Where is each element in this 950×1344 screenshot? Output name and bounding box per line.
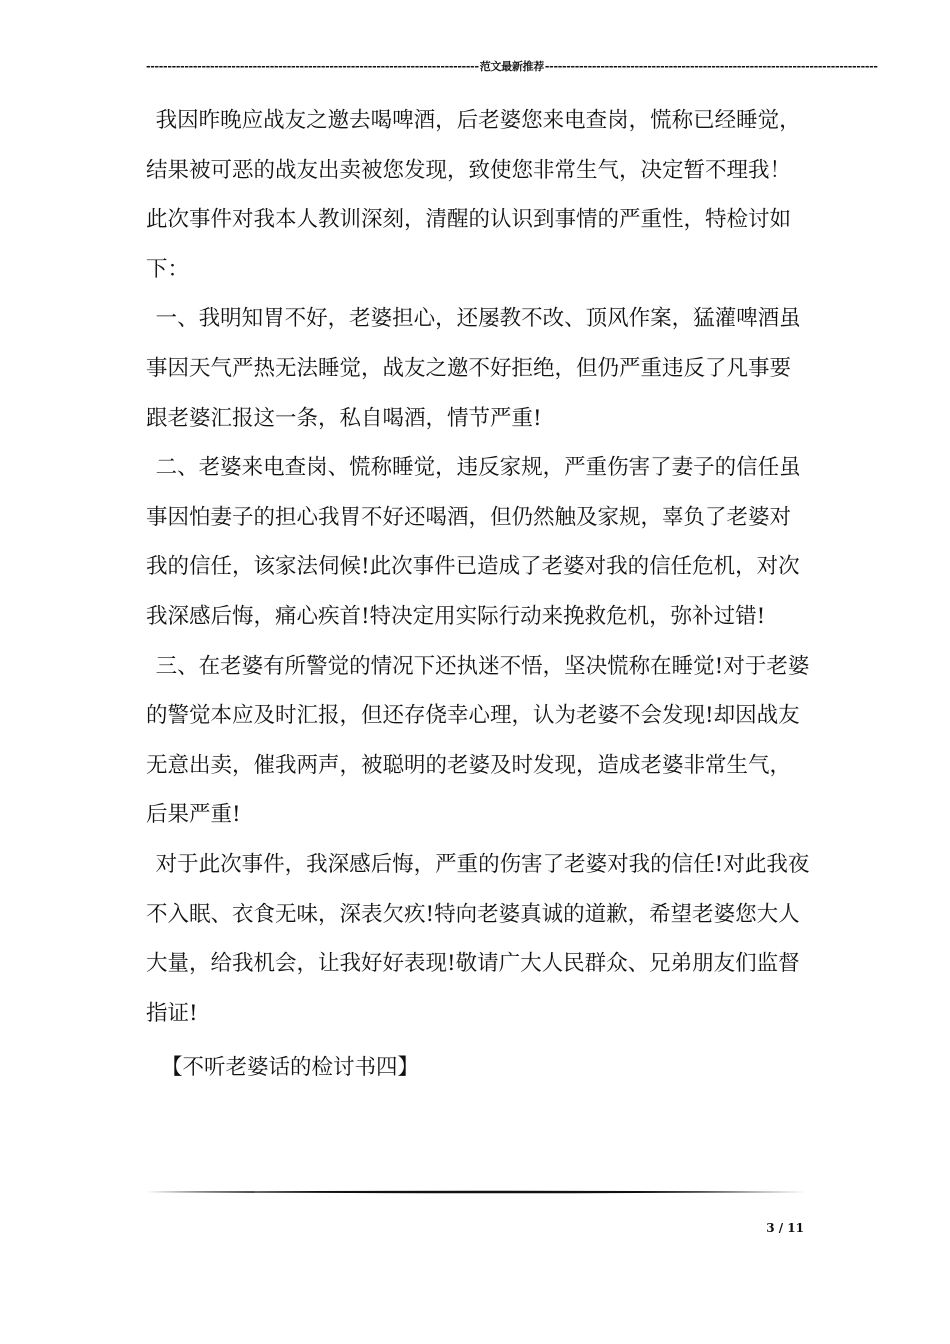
- header-title: 范文最新推荐: [479, 60, 544, 73]
- paragraph-point-two: 二、老婆来电查岗、慌称睡觉，违反家规，严重伤害了妻子的信任虽事因怕妻子的担心我胃不好还喝酒，但仍然触及家规，辜负了老婆对我的信任，该家法伺候!此次事件已造成了老婆对我的信任危机，对次我深感后悔，痛心疾首!特决定用实际行动来挽救危机，弥补过错!: [146, 455, 801, 629]
- page-header: [146, 58, 878, 74]
- document-body: [146, 96, 810, 1093]
- section-title: 【不听老婆话的检讨书四】: [161, 1055, 420, 1081]
- footer-divider: [146, 1190, 806, 1194]
- page-number: 3 / 11: [766, 1221, 804, 1235]
- paragraph-point-one: 一、我明知胃不好，老婆担心，还屡教不改、顶风作案，猛灌啤酒虽事因天气严热无法睡觉，战友之邀不好拒绝，但仍严重违反了凡事要跟老婆汇报这一条，私自喝酒，情节严重!: [146, 306, 801, 431]
- paragraph-point-three: 三、在老婆有所警觉的情况下还执迷不悟，坚决慌称在睡觉!对于老婆的警觉本应及时汇报，但还存侥幸心理，认为老婆不会发现!却因战友无意出卖，催我两声，被聪明的老婆及时发现，造成老婆非常生气，后果严重!: [146, 653, 810, 828]
- paragraph-intro: 我因昨晚应战友之邀去喝啤酒，后老婆您来电查岗，慌称已经睡觉，结果被可恶的战友出卖被您发现，致使您非常生气，决定暂不理我！此次事件对我本人教训深刻，清醒的认识到事情的严重性，特检讨如下：: [146, 108, 801, 282]
- paragraph-conclusion: 对于此次事件，我深感后悔，严重的伤害了老婆对我的信任!对此我夜不入眠、衣食无味，深表欠疚!特向老婆真诚的道歉，希望老婆您大人大量，给我机会，让我好好表现!敬请广大人民群众、兄弟朋友们监督指证!: [146, 851, 810, 1026]
- header-left-dashes: ------------------------------------------------------------------------------: [146, 59, 479, 73]
- header-right-dashes: ------------------------------------------------------------------------------: [544, 59, 878, 73]
